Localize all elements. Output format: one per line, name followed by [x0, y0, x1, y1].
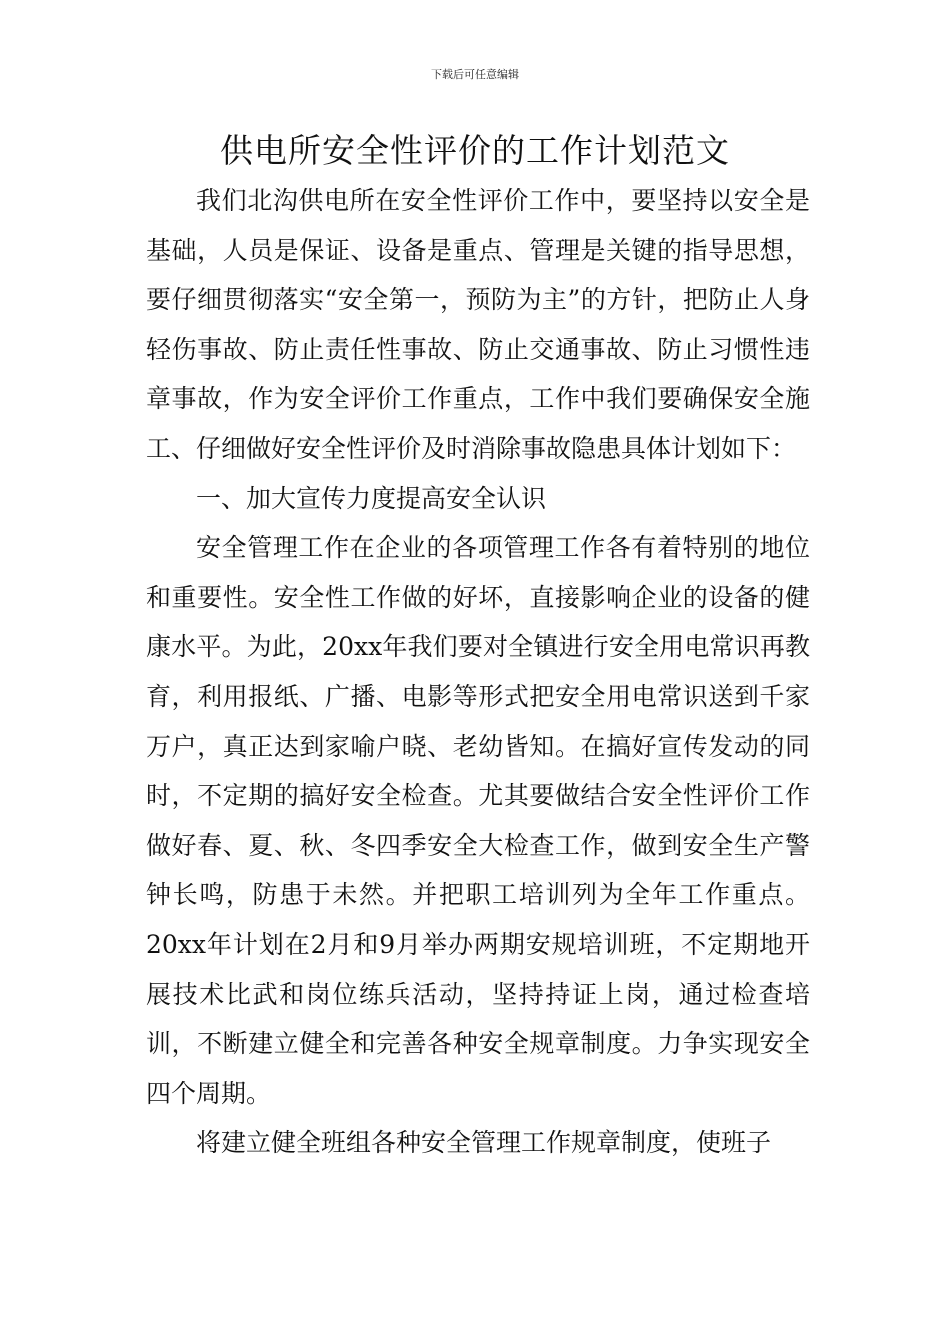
- header-note: 下载后可任意编辑: [431, 68, 519, 81]
- paragraph-intro: 我们北沟供电所在安全性评价工作中，要坚持以安全是基础，人员是保证、设备是重点、管理是关键的指导思想，要仔细贯彻落实“安全第一，预防为主”的方针，把防止人身轻伤事故、防止责任性事故、防止交通事故、防止习惯性违章事故，作为安全评价工作重点，工作中我们要确保安全施工、仔细做好安全性评价及时消除事故隐患具体计划如下：: [146, 186, 810, 463]
- document-title: 供电所安全性评价的工作计划范文: [220, 131, 730, 170]
- paragraph-section-1: 安全管理工作在企业的各项管理工作各有着特别的地位和重要性。安全性工作做的好坏，直接影响企业的设备的健康水平。为此，20xx年我们要对全镇进行安全用电常识再教育，利用报纸、广播、电影等形式把安全用电常识送到千家万户，真正达到家喻户晓、老幼皆知。在搞好宣传发动的同时，不定期的搞好安全检查。尤其要做结合安全性评价工作做好春、夏、秋、冬四季安全大检查工作，做到安全生产警钟长鸣，防患于未然。并把职工培训列为全年工作重点。20xx年计划在2月和9月举办两期安规培训班，不定期地开展技术比武和岗位练兵活动，坚持持证上岗，通过检查培训，不断建立健全和完善各种安全规章制度。力争实现安全四个周期。: [146, 533, 810, 1108]
- paragraph-continued: 将建立健全班组各种安全管理工作规章制度，使班子: [196, 1128, 772, 1158]
- section-heading-1: 一、加大宣传力度提高安全认识: [196, 483, 547, 513]
- document-body: [146, 176, 810, 1168]
